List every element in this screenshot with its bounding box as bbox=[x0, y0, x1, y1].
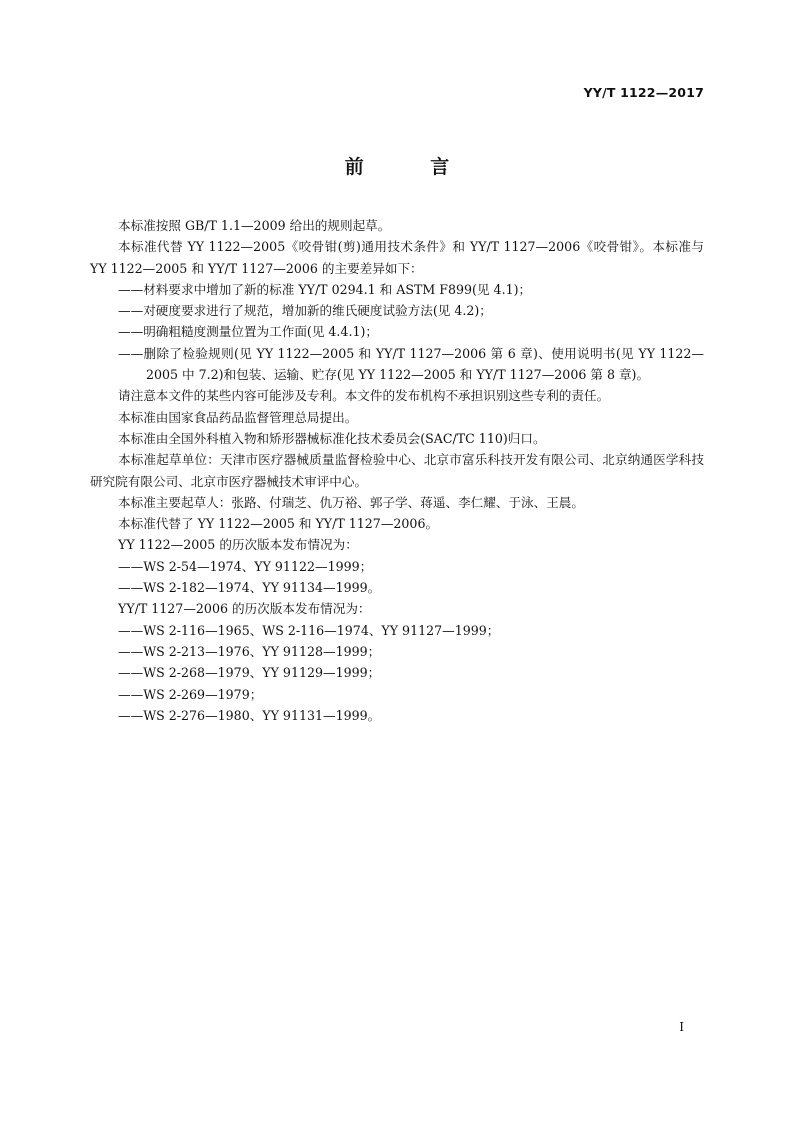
page-number: I bbox=[679, 1020, 684, 1034]
paragraph-drafting-rules: 本标准按照 GB/T 1.1—2009 给出的规则起草。 bbox=[118, 218, 391, 233]
list-item-history-1127-b: ——WS 2-213—1976、YY 91128—1999； bbox=[118, 643, 381, 659]
paragraph-history-1127: YY/T 1127—2006 的历次版本发布情况为： bbox=[118, 601, 371, 617]
list-item-roughness: ——明确粗糙度测量位置为工作面(见 4.4.1)； bbox=[118, 324, 378, 340]
list-item-history-1127-e: ——WS 2-276—1980、YY 91131—1999。 bbox=[118, 707, 381, 723]
list-item-history-1127-d: ——WS 2-269—1979； bbox=[118, 686, 263, 702]
list-item-deleted: ——删除了检验规则(见 YY 1122—2005 和 YY/T 1127—2006 第 6 章)、使用说明书(见 YY 1122—2005 中 7.2)和包装、运输、贮存(见 YY 1122—2005 和 YY/T 1127—2006 第 8 章)。 bbox=[118, 345, 704, 383]
list-item-history-1122-b: ——WS 2-182—1974、YY 91134—1999。 bbox=[118, 580, 381, 596]
paragraph-drafters: 本标准主要起草人：张路、付瑞芝、仇万裕、郭子学、蒋遥、李仁耀、于泳、王晨。 bbox=[118, 494, 584, 510]
standard-code: YY/T 1122—2017 bbox=[583, 85, 704, 100]
list-item-history-1127-a: ——WS 2-116—1965、WS 2-116—1974、YY 91127—1999； bbox=[118, 622, 500, 638]
paragraph-drafting-units: 本标准起草单位：天津市医疗器械质量监督检验中心、北京市富乐科技开发有限公司、北京纳通医学科技研究院有限公司、北京市医疗器械技术审评中心。 bbox=[90, 452, 704, 489]
paragraph-history-1122: YY 1122—2005 的历次版本发布情况为： bbox=[118, 537, 358, 553]
list-item-hardness: ——对硬度要求进行了规范，增加新的维氏硬度试验方法(见 4.2)； bbox=[118, 303, 492, 319]
list-item-history-1127-c: ——WS 2-268—1979、YY 91129—1999； bbox=[118, 665, 381, 681]
paragraph-replaced: 本标准代替了 YY 1122—2005 和 YY/T 1127—2006。 bbox=[118, 516, 439, 532]
list-item-material: ——材料要求中增加了新的标准 YY/T 0294.1 和 ASTM F899(见 4.1)； bbox=[118, 281, 532, 297]
paragraph-centralized-by: 本标准由全国外科植入物和矫形器械标准化技术委员会(SAC/TC 110)归口。 bbox=[118, 430, 546, 446]
paragraph-patent: 请注意本文件的某些内容可能涉及专利。本文件的发布机构不承担识别这些专利的责任。 bbox=[118, 388, 610, 404]
list-item-history-1122-a: ——WS 2-54—1974、YY 91122—1999； bbox=[118, 558, 373, 574]
page-title: 前 言 bbox=[344, 156, 480, 178]
paragraph-proposed-by: 本标准由国家食品药品监督管理总局提出。 bbox=[118, 409, 358, 425]
paragraph-replaces: 本标准代替 YY 1122—2005《咬骨钳(剪)通用技术条件》和 YY/T 1127—2006《咬骨钳》。本标准与 YY 1122—2005 和 YY/T 1127—2006 的主要差异如下： bbox=[90, 239, 704, 276]
foreword-body bbox=[90, 215, 704, 726]
